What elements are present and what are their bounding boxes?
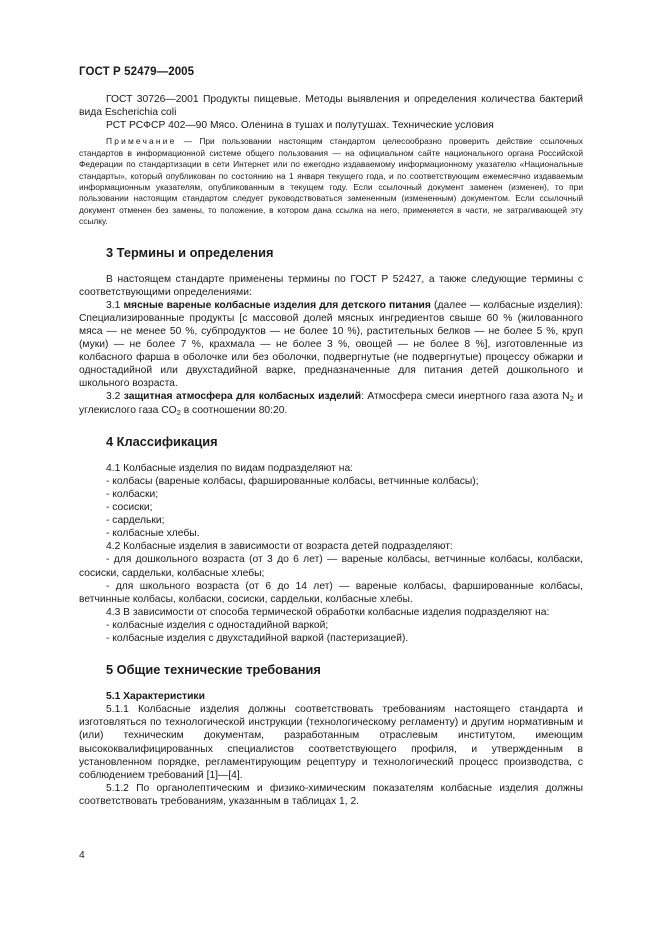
term-3-1 — [79, 299, 583, 391]
term-3-2-def-b: и углекислого газа CO — [79, 391, 583, 416]
page-number: 4 — [79, 850, 85, 861]
classification-line: - сосиски; — [106, 502, 153, 514]
classification-line: - колбасы (вареные колбасы, фаршированные колбасы, ветчинные колбасы); — [106, 475, 479, 487]
classification-line: 4.2 Колбасные изделия в зависимости от возраста детей подразделяют: — [106, 541, 453, 553]
reference-gost-30726: ГОСТ 30726—2001 Продукты пищевые. Методы выявления и определения количества бактерий вида Escherichia coli — [79, 94, 583, 119]
paragraph-5-1-1: 5.1.1 Колбасные изделия должны соответствовать требованиям настоящего стандарта и изготовляться по технологической инструкции (технологическому регламенту) и другим нормативным и (или) техническим документам, разработанным отраслевым институтом, имеющим высококвалифицированных специалистов соответствующего профиля, и утвержденным в установленном порядке, регламентирующим рецептуру и технологический процесс производства, с соблюдением требований [1]—[4]. — [79, 704, 583, 781]
classification-line: - колбасные изделия с двухстадийной варкой (пастеризацией). — [106, 632, 409, 644]
term-3-1-term: мясные вареные колбасные изделия для детского питания — [123, 299, 431, 311]
term-3-2-number: 3.2 — [106, 391, 121, 403]
note-paragraph — [79, 136, 583, 227]
subscript-co2: 2 — [176, 407, 181, 417]
document-body — [79, 93, 583, 808]
section-4-heading: 4 Классификация — [106, 433, 218, 449]
classification-line: - колбасные хлебы. — [106, 528, 200, 540]
reference-rst-402: РСТ РСФСР 402—90 Мясо. Оленина в тушах и полутушах. Технические условия — [106, 120, 494, 132]
classification-line: - колбаски; — [106, 488, 159, 500]
subsection-5-1-heading: 5.1 Характеристики — [106, 691, 205, 703]
classification-line: 4.1 Колбасные изделия по видам подразделяют на: — [106, 462, 354, 474]
subscript-n2: 2 — [569, 394, 574, 404]
term-3-2-term: защитная атмосфера для колбасных изделий — [123, 391, 362, 403]
term-3-2-def-c: в соотношении 80:20. — [180, 404, 288, 416]
section-3-intro: В настоящем стандарте применены термины по ГОСТ Р 52427, а также следующие термины с соответствующими определениями: — [79, 273, 583, 298]
classification-line: - колбасные изделия с одностадийной варкой; — [106, 619, 329, 631]
classification-line: - для школьного возраста (от 6 до 14 лет) — вареные колбасы, фаршированные колбасы, ветчинные колбасы, колбаски, сосиски, сардельки, колбасные хлебы. — [79, 580, 583, 605]
term-3-2 — [79, 390, 583, 416]
section-3-heading: 3 Термины и определения — [106, 244, 274, 260]
classification-line: - для дошкольного возраста (от 3 до 6 лет) — вареные колбасы, ветчинные колбасы, колбаски, сосиски, сардельки, колбасные хлебы; — [79, 554, 583, 579]
term-3-2-def-a: : Атмосфера смеси инертного газа азота N — [361, 391, 570, 403]
note-text: — При пользовании настоящим стандартом целесообразно проверить действие ссылочных стандартов в информационной системе общего пользования — на официальном сайте национального органа Российской Федерации по стандартизации в сети Интернет или по ежегодно издаваемому информационному указателю «Национальные стандарты», который опубликован по состоянию на 1 января текущего года, и по соответствующим ежемесячно издаваемым информационным указателям, опубликованным в текущем году. Если ссылочный документ заменен (изменен), то при пользовании настоящим стандартом следует руководствоваться замененным (измененным) документом. Если ссылочный документ отменен без замены, то положение, в котором дана ссылка на него, применяется в части, не затрагивающей эту ссылку. — [79, 136, 583, 227]
document-header: ГОСТ Р 52479—2005 — [79, 66, 195, 78]
classification-line: - сардельки; — [106, 515, 165, 527]
paragraph-5-1-2: 5.1.2 По органолептическим и физико-химическим показателям колбасные изделия должны соответствовать требованиям, указанным в таблицах 1, 2. — [79, 782, 583, 807]
note-label: Примечание — [106, 136, 177, 147]
term-3-1-definition: (далее — колбасные изделия): Специализированные продукты [с массовой долей мясных ингредиентов свыше 60 % (жилованного мяса — не менее 50 %, субпродуктов — не более 10 %), растительных белков — не более 5 %, круп (муки) — не более 7 %, крахмала — не более 3 %, овощей — не более 8 %], изготовленные из колбасного фарша в оболочке или без оболочки, подвергнутые (не подвергнутые) процессу обжарки и одностадийной или двухстадийной варке, предназначенные для питания детей дошкольного и школьного возраста. — [79, 299, 583, 390]
term-3-1-number: 3.1 — [106, 299, 121, 311]
classification-line: 4.3 В зависимости от способа термической обработки колбасные изделия подразделяют на: — [106, 606, 550, 618]
section-5-heading: 5 Общие технические требования — [106, 662, 321, 678]
